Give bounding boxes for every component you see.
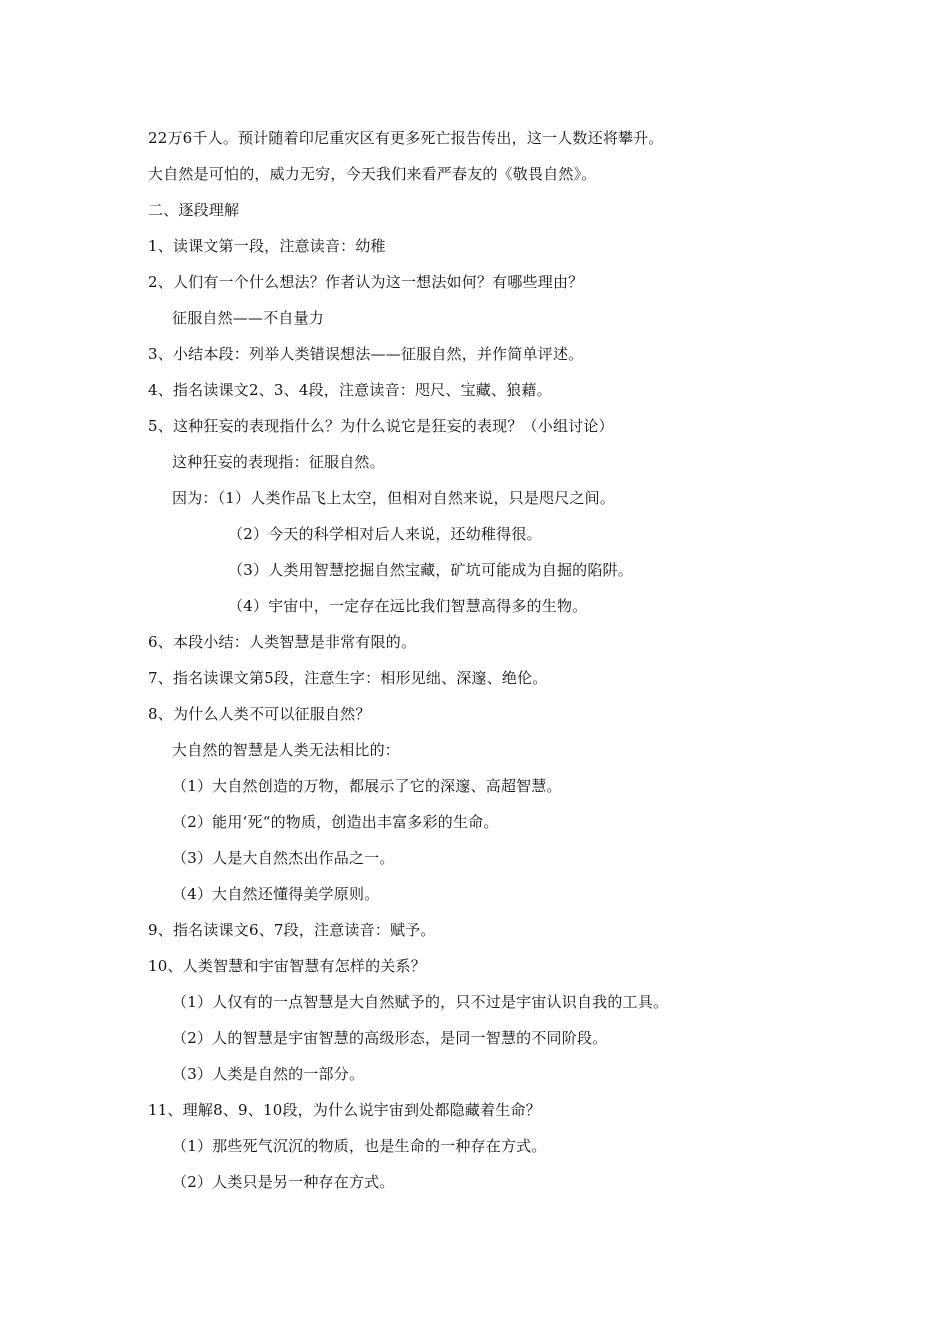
step-6: 6、本段小结：人类智慧是非常有限的。 <box>148 633 417 651</box>
step-5-reason-4: （4）宇宙中，一定存在远比我们智慧高得多的生物。 <box>228 597 588 615</box>
step-4: 4、指名读课文2、3、4段，注意读音：咫尺、宝藏、狼藉。 <box>148 381 552 399</box>
step-8-point-4: （4）大自然还懂得美学原则。 <box>172 885 380 903</box>
step-2: 2、人们有一个什么想法？作者认为这一想法如何？有哪些理由？ <box>148 273 584 291</box>
step-5-reason-3: （3）人类用智慧挖掘自然宝藏，矿坑可能成为自掘的陷阱。 <box>228 561 633 579</box>
step-5-reason-2: （2）今天的科学相对后人来说，还幼稚得很。 <box>228 525 542 543</box>
step-3: 3、小结本段：列举人类错误想法——征服自然，并作简单评述。 <box>148 345 584 363</box>
step-10: 10、人类智慧和宇宙智慧有怎样的关系？ <box>148 957 426 975</box>
step-5-answer: 这种狂妄的表现指：征服自然。 <box>172 453 385 471</box>
step-11-point-1: （1）那些死气沉沉的物质，也是生命的一种存在方式。 <box>172 1137 547 1155</box>
step-5: 5、这种狂妄的表现指什么？为什么说它是狂妄的表现？（小组讨论） <box>148 417 614 435</box>
step-8-point-2: （2）能用‘死“的物质，创造出丰富多彩的生命。 <box>172 813 499 831</box>
step-7: 7、指名读课文第5段，注意生字：相形见绌、深邃、绝伦。 <box>148 669 548 687</box>
step-10-point-3: （3）人类是自然的一部分。 <box>172 1065 365 1083</box>
step-1: 1、读课文第一段，注意读音：幼稚 <box>148 237 386 255</box>
step-11: 11、理解8、9、10段，为什么说宇宙到处都隐藏着生命？ <box>148 1101 541 1119</box>
step-10-point-1: （1）人仅有的一点智慧是大自然赋予的，只不过是宇宙认识自我的工具。 <box>172 993 669 1011</box>
step-8-answer: 大自然的智慧是人类无法相比的： <box>172 741 401 759</box>
step-9: 9、指名读课文6、7段，注意读音：赋予。 <box>148 921 436 939</box>
step-2-answer: 征服自然——不自量力 <box>172 309 325 327</box>
step-8: 8、为什么人类不可以征服自然？ <box>148 705 371 723</box>
step-8-point-3: （3）人是大自然杰出作品之一。 <box>172 849 395 867</box>
step-10-point-2: （2）人的智慧是宇宙智慧的高级形态，是同一智慧的不同阶段。 <box>172 1029 608 1047</box>
step-8-point-1: （1）大自然创造的万物，都展示了它的深邃、高超智慧。 <box>172 777 562 795</box>
step-11-point-2: （2）人类只是另一种存在方式。 <box>172 1173 395 1191</box>
section-heading: 二、逐段理解 <box>148 201 240 219</box>
step-5-reason-1: 因为：（1）人类作品飞上太空，但相对自然来说，只是咫尺之间。 <box>172 489 616 507</box>
text-line-continuation: 22万6千人。预计随着印尼重灾区有更多死亡报告传出，这一人数还将攀升。 <box>148 129 664 147</box>
text-line-intro: 大自然是可怕的，威力无穷，今天我们来看严春友的《敬畏自然》。 <box>148 165 597 183</box>
